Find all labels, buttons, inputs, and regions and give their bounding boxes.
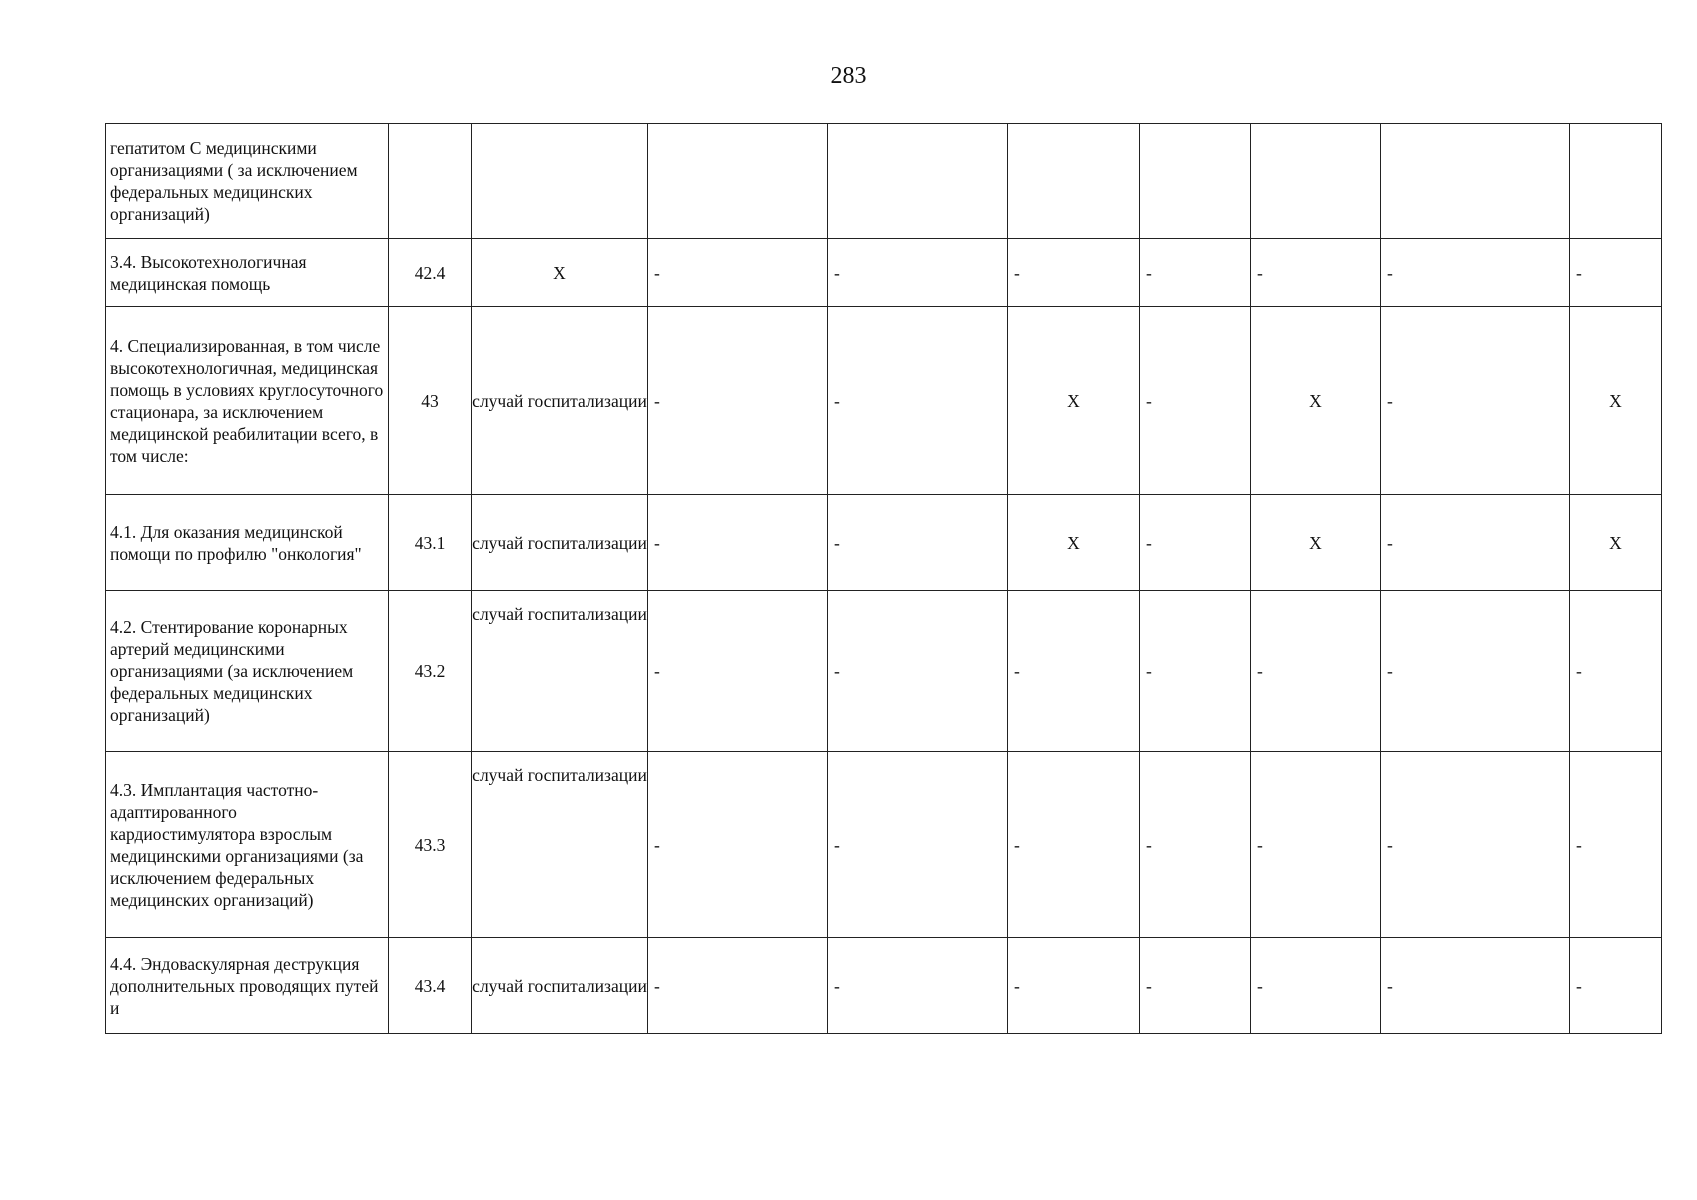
row-unit-cell [472,124,648,239]
table-row [106,591,1662,752]
row-code-cell: 42.4 [389,239,472,307]
table-row [106,307,1662,495]
row-value-cell: - [1381,239,1570,307]
row-value-cell: - [1008,591,1140,752]
row-value-cell: - [1251,938,1381,1034]
row-value-cell: - [1140,495,1251,591]
row-value-cell: - [1381,938,1570,1034]
row-value-cell: - [648,239,828,307]
row-value-cell [1008,124,1140,239]
row-value-cell: X [1008,307,1140,495]
row-name-cell: 4. Специализированная, в том числе высокотехнологичная, медицинская помощь в условиях круглосуточного стационара, за исключением медицинской реабилитации всего, в том числе: [106,307,389,495]
row-value-cell: - [648,938,828,1034]
row-value-cell: - [828,239,1008,307]
row-value-cell: - [1140,938,1251,1034]
row-value-cell: - [648,591,828,752]
row-name-cell: 4.2. Стентирование коронарных артерий медицинскими организациями (за исключением федеральных медицинских организаций) [106,591,389,752]
row-code-cell: 43.1 [389,495,472,591]
row-value-cell: - [1008,239,1140,307]
row-value-cell [828,124,1008,239]
row-name-cell: 4.1. Для оказания медицинской помощи по профилю "онкология" [106,495,389,591]
data-table [105,123,1662,1034]
row-code-cell: 43.4 [389,938,472,1034]
row-unit-cell: случай госпитализации [472,495,648,591]
row-value-cell: - [1140,591,1251,752]
row-code-cell: 43.3 [389,752,472,938]
row-value-cell: - [1251,239,1381,307]
row-value-cell: - [648,752,828,938]
row-value-cell: - [1570,752,1662,938]
row-value-cell: X [1251,307,1381,495]
row-value-cell: X [1570,307,1662,495]
row-value-cell: - [1570,591,1662,752]
row-value-cell: - [1381,495,1570,591]
page-number: 283 [830,63,867,89]
row-value-cell: - [1140,752,1251,938]
row-value-cell: - [828,495,1008,591]
row-value-cell [1140,124,1251,239]
row-code-cell: 43.2 [389,591,472,752]
row-value-cell [1381,124,1570,239]
row-name-cell: 4.4. Эндоваскулярная деструкция дополнительных проводящих путей и [106,938,389,1034]
row-unit-cell: X [472,239,648,307]
row-value-cell: - [1008,938,1140,1034]
row-value-cell: - [1008,752,1140,938]
row-value-cell: - [1251,752,1381,938]
row-value-cell: - [648,495,828,591]
row-value-cell: - [1570,938,1662,1034]
row-value-cell: - [648,307,828,495]
table-row [106,124,1662,239]
row-value-cell: X [1570,495,1662,591]
row-value-cell [1570,124,1662,239]
row-value-cell: - [1140,307,1251,495]
row-value-cell [1251,124,1381,239]
row-value-cell: - [828,307,1008,495]
table-row [106,752,1662,938]
row-value-cell: - [1381,307,1570,495]
row-value-cell: - [1251,591,1381,752]
table-row [106,938,1662,1034]
row-value-cell: - [1381,591,1570,752]
row-unit-cell: случай госпитализации [472,591,648,752]
row-value-cell: - [1140,239,1251,307]
row-unit-cell: случай госпитализации [472,307,648,495]
row-value-cell: - [828,591,1008,752]
row-value-cell: - [828,752,1008,938]
row-unit-cell: случай госпитализации [472,752,648,938]
row-code-cell: 43 [389,307,472,495]
row-value-cell: X [1251,495,1381,591]
row-unit-cell: случай госпитализации [472,938,648,1034]
row-code-cell [389,124,472,239]
row-name-cell: 4.3. Имплантация частотно-адаптированного кардиостимулятора взрослым медицинскими организациями (за исключением федеральных медицинских организаций) [106,752,389,938]
row-value-cell: - [828,938,1008,1034]
row-value-cell: X [1008,495,1140,591]
row-name-cell: 3.4. Высокотехнологичная медицинская помощь [106,239,389,307]
table-row [106,239,1662,307]
table-row [106,495,1662,591]
row-value-cell: - [1381,752,1570,938]
row-value-cell: - [1570,239,1662,307]
row-name-cell: гепатитом С медицинскими организациями ( за исключением федеральных медицинских организаций) [106,124,389,239]
row-value-cell [648,124,828,239]
